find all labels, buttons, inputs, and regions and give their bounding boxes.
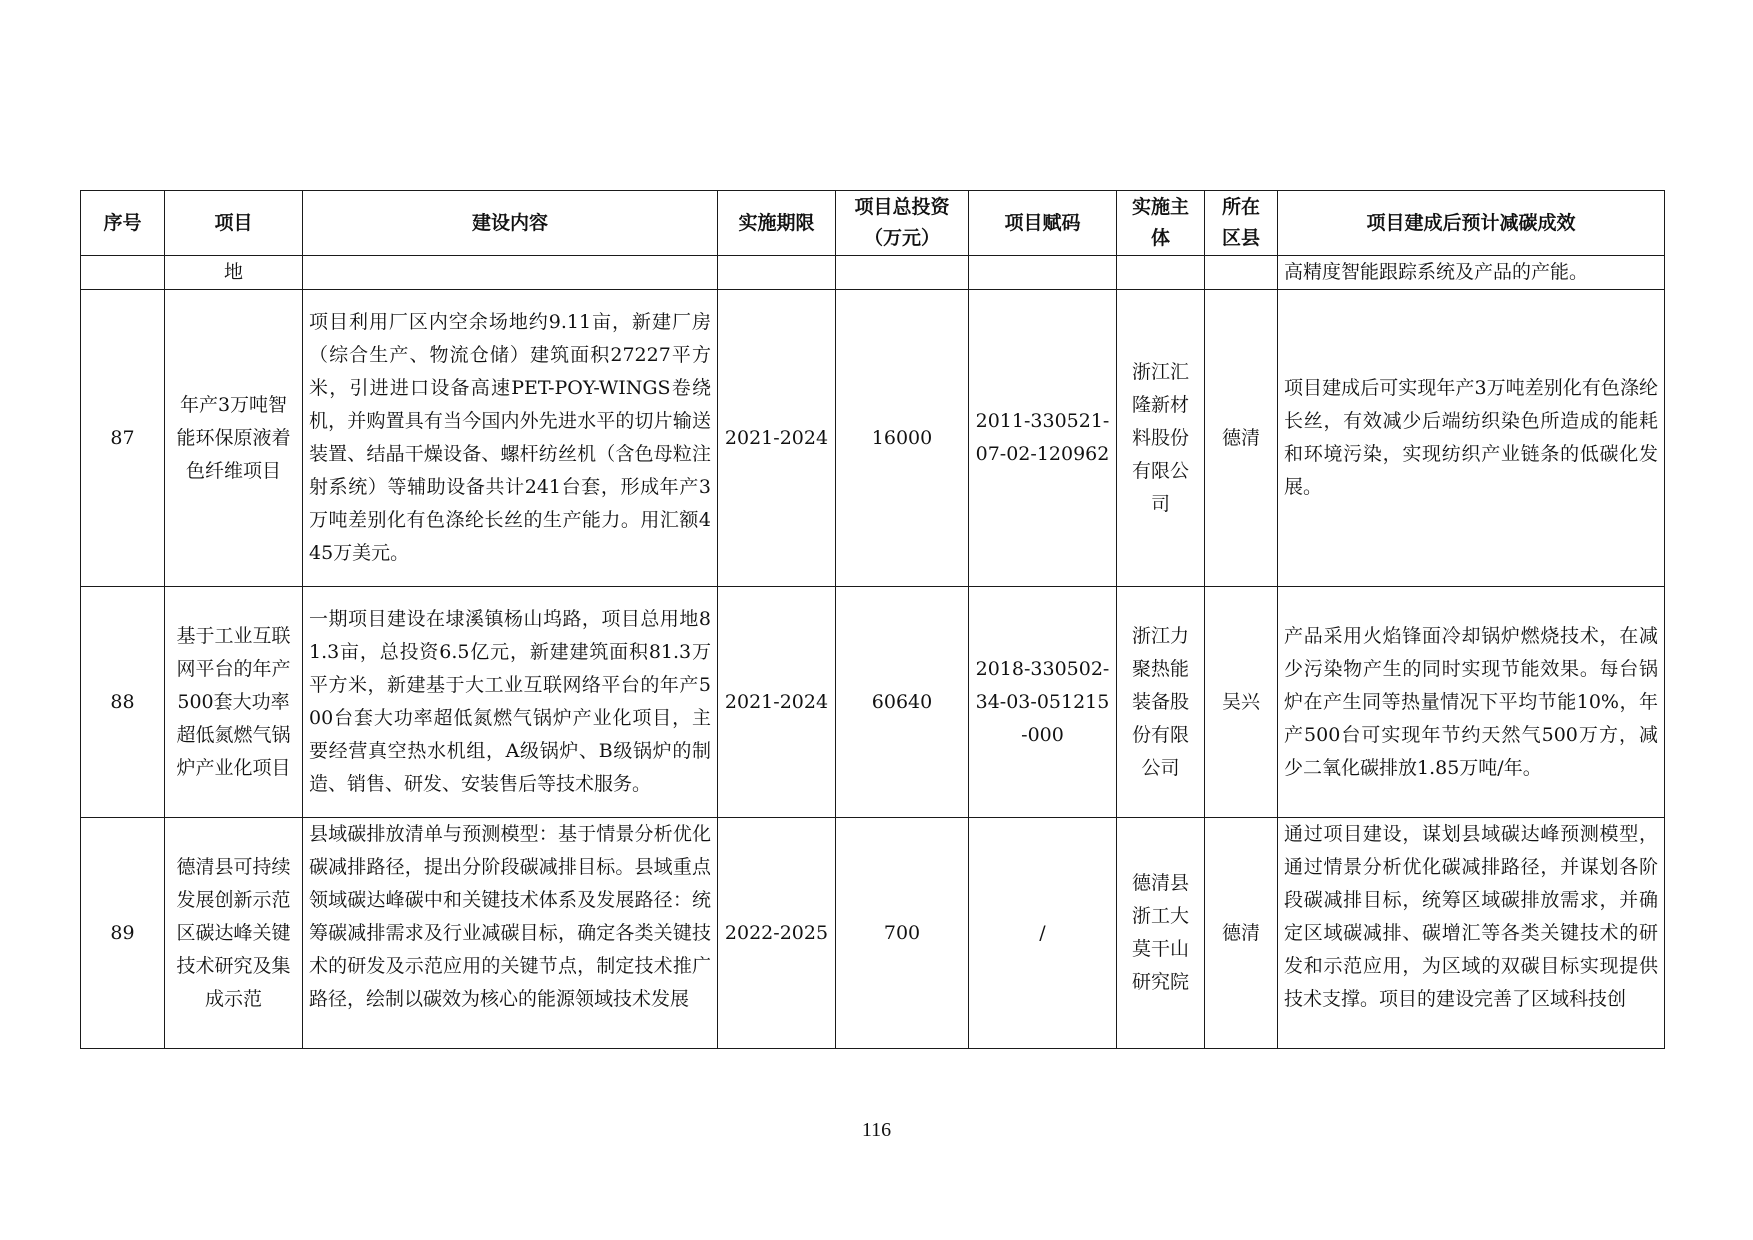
table-row xyxy=(81,587,1665,818)
header-row xyxy=(81,191,1665,256)
cell-subject: 浙江汇隆新材料股份有限公司 xyxy=(1117,290,1205,587)
cell-investment: 16000 xyxy=(836,290,969,587)
cell-effect: 高精度智能跟踪系统及产品的产能。 xyxy=(1278,256,1665,290)
cell-subject: 德清县浙工大莫干山研究院 xyxy=(1117,818,1205,1049)
header-period: 实施期限 xyxy=(718,191,836,256)
header-content: 建设内容 xyxy=(303,191,718,256)
cell-project: 德清县可持续发展创新示范区碳达峰关键技术研究及集成示范 xyxy=(165,818,303,1049)
table-row-continuation xyxy=(81,256,1665,290)
cell-investment: 700 xyxy=(836,818,969,1049)
cell-seq xyxy=(81,256,165,290)
project-table xyxy=(80,190,1665,1049)
cell-code xyxy=(969,256,1117,290)
cell-content: 一期项目建设在埭溪镇杨山坞路，项目总用地81.3亩，总投资6.5亿元，新建建筑面积81.3万平方米，新建基于大工业互联网络平台的年产500台套大功率超低氮燃气锅炉产业化项目，主要经营真空热水机组，A级锅炉、B级锅炉的制造、销售、研发、安装售后等技术服务。 xyxy=(303,587,718,818)
cell-effect: 产品采用火焰锋面冷却锅炉燃烧技术，在减少污染物产生的同时实现节能效果。每台锅炉在产生同等热量情况下平均节能10%，年产500台可实现年节约天然气500万方，减少二氧化碳排放1.85万吨/年。 xyxy=(1278,587,1665,818)
cell-county: 吴兴 xyxy=(1205,587,1278,818)
cell-content: 项目利用厂区内空余场地约9.11亩，新建厂房（综合生产、物流仓储）建筑面积27227平方米，引进进口设备高速PET-POY-WINGS卷绕机，并购置具有当今国内外先进水平的切片输送装置、结晶干燥设备、螺杆纺丝机（含色母粒注射系统）等辅助设备共计241台套，形成年产3万吨差别化有色涤纶长丝的生产能力。用汇额445万美元。 xyxy=(303,290,718,587)
cell-period: 2021-2024 xyxy=(718,290,836,587)
table-row xyxy=(81,818,1665,1049)
table-row xyxy=(81,290,1665,587)
cell-code: / xyxy=(969,818,1117,1049)
cell-investment: 60640 xyxy=(836,587,969,818)
cell-county: 德清 xyxy=(1205,290,1278,587)
header-effect: 项目建成后预计减碳成效 xyxy=(1278,191,1665,256)
cell-period: 2022-2025 xyxy=(718,818,836,1049)
header-code: 项目赋码 xyxy=(969,191,1117,256)
cell-subject xyxy=(1117,256,1205,290)
cell-period: 2021-2024 xyxy=(718,587,836,818)
page-number: 116 xyxy=(861,1119,892,1141)
cell-seq: 89 xyxy=(81,818,165,1049)
header-subject: 实施主体 xyxy=(1117,191,1205,256)
cell-seq: 87 xyxy=(81,290,165,587)
cell-effect: 项目建成后可实现年产3万吨差别化有色涤纶长丝，有效减少后端纺织染色所造成的能耗和环境污染，实现纺织产业链条的低碳化发展。 xyxy=(1278,290,1665,587)
cell-period xyxy=(718,256,836,290)
cell-code: 2018-330502-34-03-051215-000 xyxy=(969,587,1117,818)
cell-investment xyxy=(836,256,969,290)
cell-content: 县域碳排放清单与预测模型：基于情景分析优化碳减排路径，提出分阶段碳减排目标。县域重点领域碳达峰碳中和关键技术体系及发展路径：统筹碳减排需求及行业减碳目标，确定各类关键技术的研发及示范应用的关键节点，制定技术推广路径，绘制以碳效为核心的能源领域技术发展 xyxy=(303,818,718,1049)
cell-county xyxy=(1205,256,1278,290)
cell-project: 地 xyxy=(165,256,303,290)
header-county: 所在区县 xyxy=(1205,191,1278,256)
header-project: 项目 xyxy=(165,191,303,256)
cell-content xyxy=(303,256,718,290)
cell-project: 年产3万吨智能环保原液着色纤维项目 xyxy=(165,290,303,587)
cell-county: 德清 xyxy=(1205,818,1278,1049)
cell-code: 2011-330521-07-02-120962 xyxy=(969,290,1117,587)
header-investment: 项目总投资（万元） xyxy=(836,191,969,256)
cell-effect: 通过项目建设，谋划县域碳达峰预测模型，通过情景分析优化碳减排路径，并谋划各阶段碳减排目标，统筹区域碳排放需求，并确定区域碳减排、碳增汇等各类关键技术的研发和示范应用，为区域的双碳目标实现提供技术支撑。项目的建设完善了区域科技创 xyxy=(1278,818,1665,1049)
cell-subject: 浙江力聚热能装备股份有限公司 xyxy=(1117,587,1205,818)
header-seq: 序号 xyxy=(81,191,165,256)
cell-seq: 88 xyxy=(81,587,165,818)
cell-project: 基于工业互联网平台的年产500套大功率超低氮燃气锅炉产业化项目 xyxy=(165,587,303,818)
